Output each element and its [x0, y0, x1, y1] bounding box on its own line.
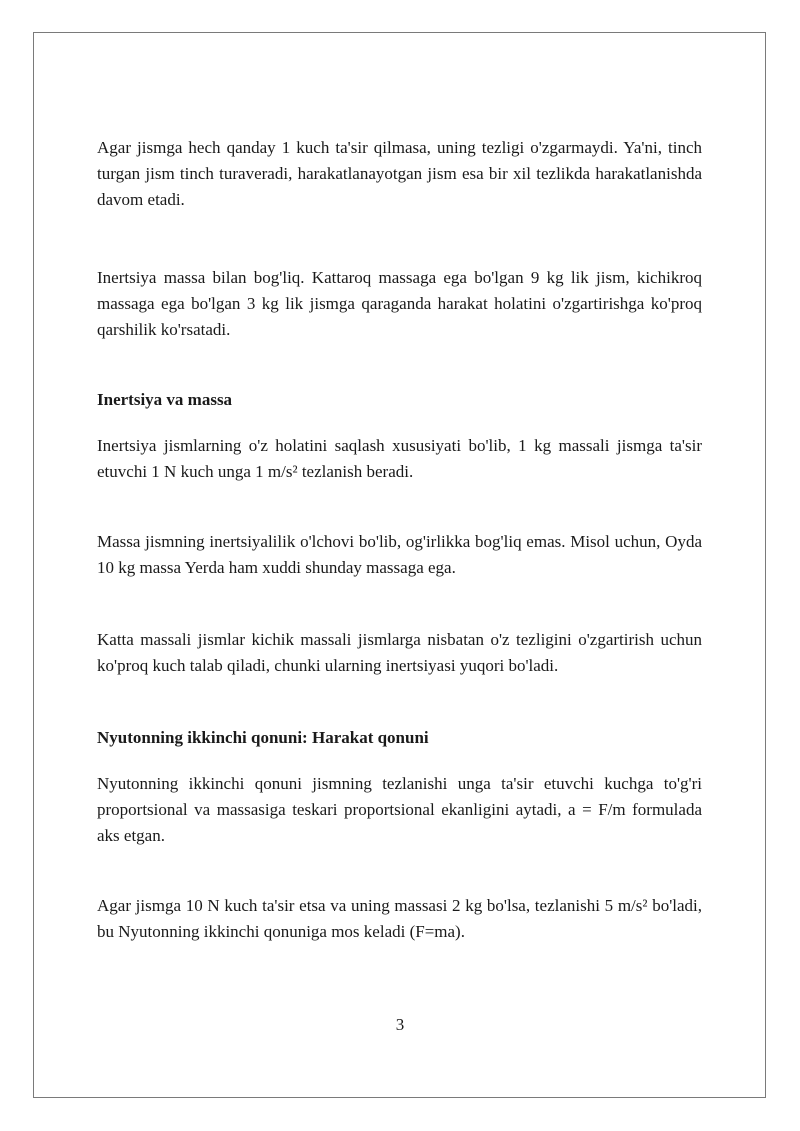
section-heading-inertia: Inertsiya va massa: [97, 390, 233, 409]
paragraph-inertia-3: Katta massali jismlar kichik massali jismlarga nisbatan o'z tezligini o'zgartirish uchun ko'proq kuch talab qiladi, chunki ularning inertsiyasi yuqori bo'ladi.: [97, 630, 702, 675]
document-body: [97, 135, 702, 945]
paragraph-intro-2: Inertsiya massa bilan bog'liq. Kattaroq massaga ega bo'lgan 9 kg lik jism, kichikroq massaga ega bo'lgan 3 kg lik jismga qaraganda harakat holatini o'zgartirishga ko'proq qarshilik ko'rsatadi.: [97, 268, 702, 339]
page-number: 3: [395, 1015, 405, 1034]
paragraph-inertia-1: Inertsiya jismlarning o'z holatini saqlash xususiyati bo'lib, 1 kg massali jismga ta'sir etuvchi 1 N kuch unga 1 m/s² tezlanish beradi.: [97, 436, 702, 481]
paragraph-second-law-2: Agar jismga 10 N kuch ta'sir etsa va uning massasi 2 kg bo'lsa, tezlanishi 5 m/s² bo'ladi, bu Nyutonning ikkinchi qonuniga mos keladi (F=ma).: [97, 896, 702, 941]
paragraph-inertia-2: Massa jismning inertsiyalilik o'lchovi bo'lib, og'irlikka bog'liq emas. Misol uchun, Oyda 10 kg massa Yerda ham xuddi shunday massaga ega.: [97, 532, 702, 577]
paragraph-intro-1: Agar jismga hech qanday 1 kuch ta'sir qilmasa, uning tezligi o'zgarmaydi. Ya'ni, tinch turgan jism tinch turaveradi, harakatlanayotgan jism esa bir xil tezlikda harakatlanishda davom etadi.: [97, 138, 702, 209]
section-heading-second-law: Nyutonning ikkinchi qonuni: Harakat qonuni: [97, 728, 429, 747]
paragraph-second-law-1: Nyutonning ikkinchi qonuni jismning tezlanishi unga ta'sir etuvchi kuchga to'g'ri proportsional va massasiga teskari proportsional ekanligini aytadi, a = F/m formulada aks etgan.: [97, 774, 702, 845]
